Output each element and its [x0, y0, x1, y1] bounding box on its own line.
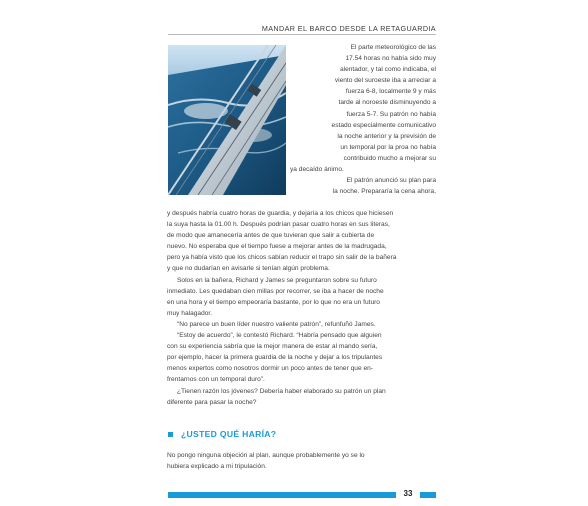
- text-line: tarde al noroeste disminuyendo a: [338, 99, 436, 107]
- text-line: un temporal por la proa no había: [340, 143, 436, 151]
- page-number: 33: [403, 489, 413, 498]
- text-line: menos expertos como nosotros dormir un poco antes de tener que en-: [167, 365, 373, 373]
- text-line: con su experiencia sabría que la mejor manera de estar al mando sería,: [167, 343, 378, 351]
- text-line: contribuido mucho a mejorar su: [343, 154, 436, 162]
- text-line: El patrón anunció su plan para: [346, 177, 436, 185]
- text-line: fuerza 5-7. Su patrón no había: [346, 110, 436, 118]
- text-line: El parte meteorológico de las: [350, 44, 436, 51]
- text-line: ¿Tienen razón los jóvenes? Debería haber elaborado su patrón un plan: [177, 387, 386, 395]
- text-line: muy halagador.: [167, 309, 213, 317]
- text-line: “No parece un buen líder nuestro valiente patrón”, refunfuñó James.: [177, 320, 376, 328]
- text-line: alentador, y tal como indicaba, el: [339, 66, 436, 74]
- text-line: Solos en la bañera, Richard y James se preguntaron sobre su futuro: [177, 276, 377, 284]
- text-line: frentarnos con un temporal duro”.: [167, 376, 265, 384]
- text-line: estado especialmente comunicativo: [331, 121, 436, 129]
- running-header: MANDAR EL BARCO DESDE LA RETAGUARDIA: [261, 24, 436, 33]
- text-line: y después habría cuatro horas de guardia, y dejaría a los chicos que hiciesen: [167, 210, 394, 217]
- text-line: ya decaído ánimo.: [290, 166, 344, 174]
- text-line: en una hora y el tiempo empeoraría bastante, por lo que no era un futuro: [167, 298, 380, 306]
- answer-text: [167, 450, 437, 472]
- text-line: fuerza 6-8, localmente 9 y más: [345, 88, 436, 96]
- text-line: inmediato. Les quedaban cien millas por recorrer, se iba a hacer de noche: [167, 287, 384, 295]
- intro-text-column: [290, 42, 436, 197]
- section-heading: [168, 429, 276, 439]
- footer-bar: [168, 492, 396, 498]
- square-bullet-icon: [168, 432, 173, 437]
- text-line: por ejemplo, hacer la primera guardia de la noche y dejar a los tripulantes: [167, 354, 383, 362]
- text-line: la noche anterior y la previsión de: [337, 132, 436, 140]
- text-line: No pongo ninguna objeción al plan, aunque probablemente yo se lo: [167, 452, 365, 459]
- section-title: ¿USTED QUÉ HARÍA?: [181, 429, 277, 439]
- sailboat-photo: [168, 45, 286, 195]
- text-line: hubiera explicado a mi tripulación.: [167, 463, 267, 471]
- text-line: “Estoy de acuerdo”, le contestó Richard. “Habría pensado que alguien: [177, 332, 382, 340]
- text-line: de modo que amanecería antes de que tuvieran que salir a cubierta de: [167, 232, 375, 240]
- text-line: pero ya había visto que los chicos sabían reducir el trapo sin salir de la bañera: [167, 254, 397, 262]
- text-line: diferente para pasar la noche?: [167, 398, 257, 406]
- header-rule: [168, 34, 436, 35]
- sailboat-deck-in-rough-sea-photo: [168, 45, 286, 195]
- text-line: la suya hasta la 01.00 h. Después podrían pasar cuatro horas en sus literas,: [167, 221, 390, 229]
- text-line: nuevo. No esperaba que el tiempo fuese a mejorar antes de la madrugada,: [167, 243, 387, 251]
- footer-bar-end: [420, 492, 436, 498]
- main-text-column: [167, 208, 437, 408]
- text-line: y que no dudarían en avisarle si tenían algún problema.: [167, 265, 330, 273]
- text-line: viento del suroeste iba a arreciar a: [334, 77, 436, 85]
- text-line: 17.54 horas no había sido muy: [345, 55, 436, 63]
- text-line: la noche. Prepararía la cena ahora,: [332, 188, 436, 196]
